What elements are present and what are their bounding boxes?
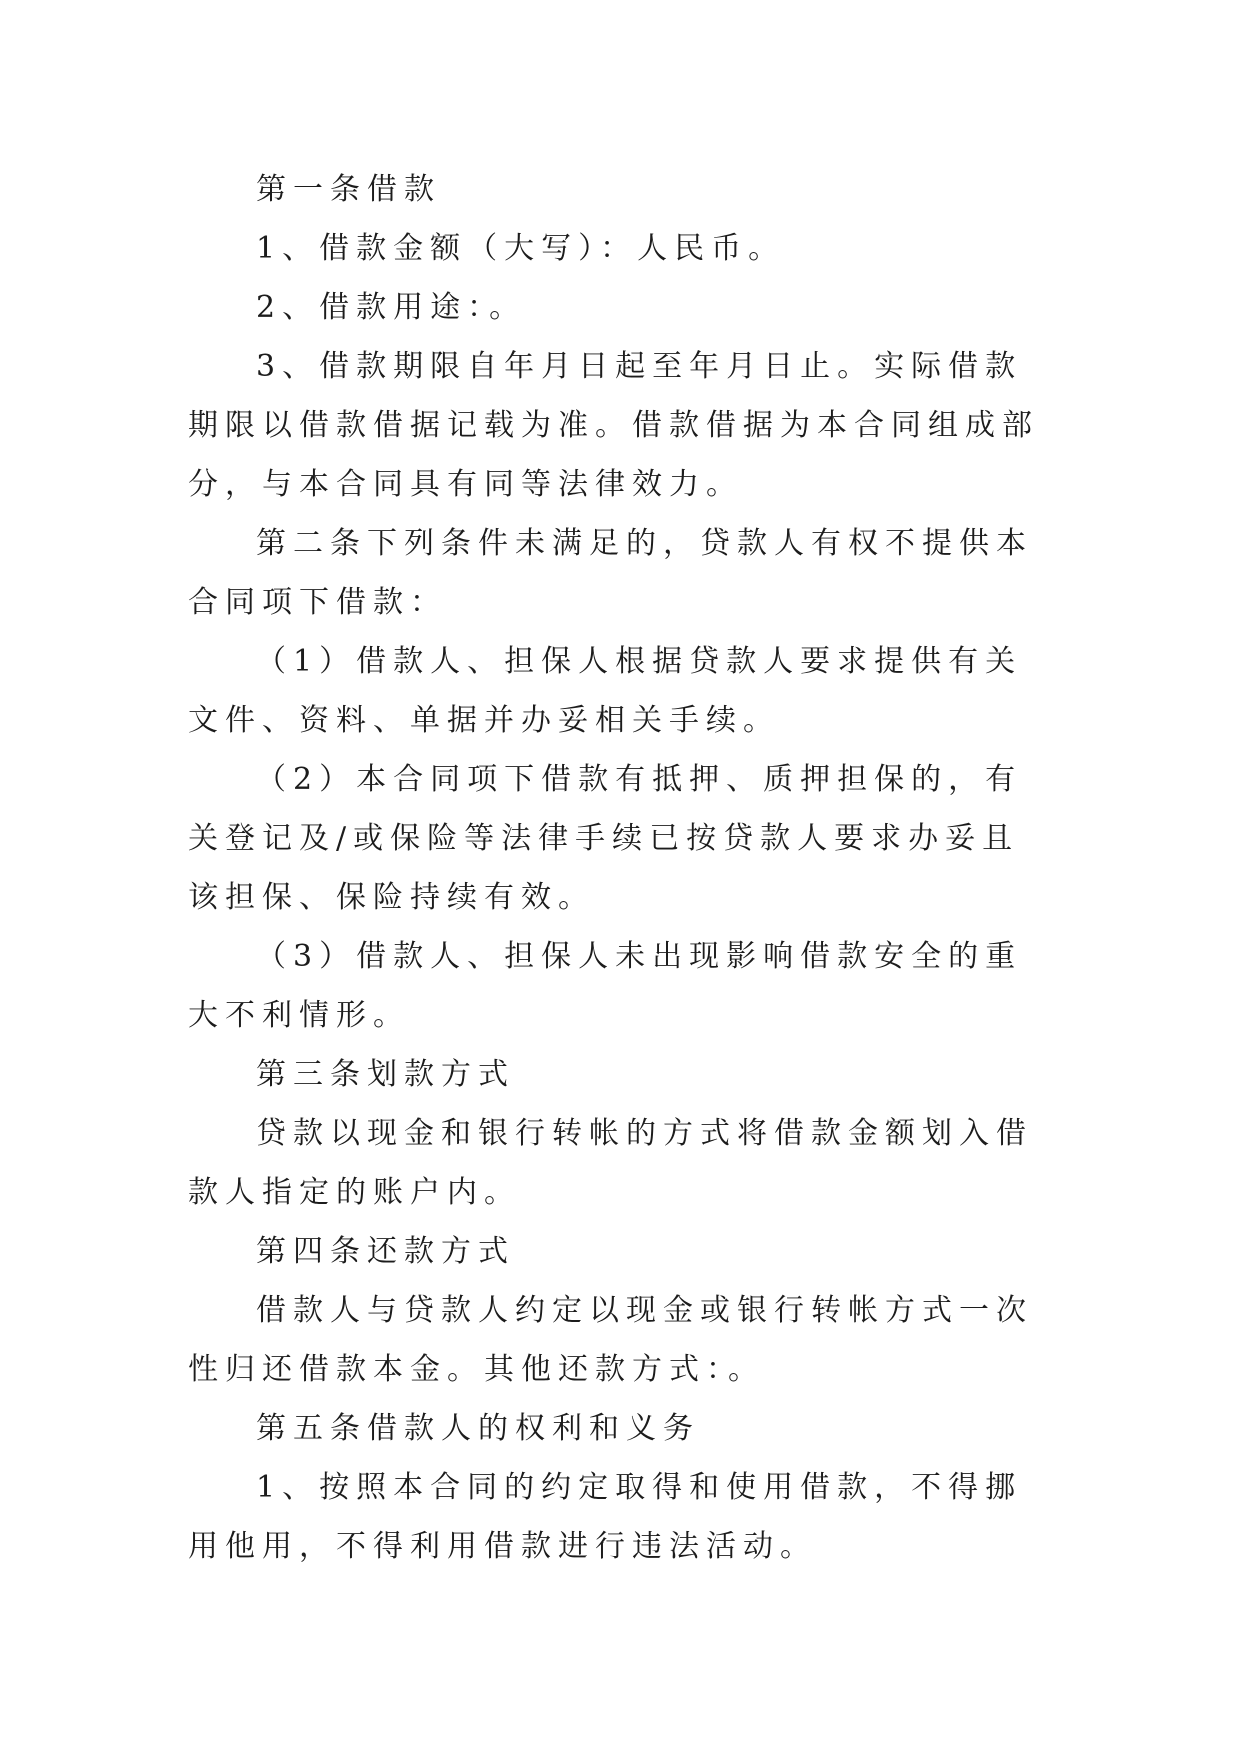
condition-3-clause: （3）借款人、担保人未出现影响借款安全的重大不利情形。: [188, 939, 1023, 1033]
condition-2-clause: （2）本合同项下借款有抵押、质押担保的，有关登记及/或保险等法律手续已按贷款人要求办妥且该担保、保险持续有效。: [188, 762, 1023, 915]
repayment-clause: 借款人与贷款人约定以现金或银行转帐方式一次性归还借款本金。其他还款方式：。: [188, 1293, 1033, 1387]
article-1-heading: 第一条借款: [256, 172, 441, 207]
article-3-heading: 第三条划款方式: [256, 1057, 515, 1092]
borrower-rights-clause-1: 1、按照本合同的约定取得和使用借款，不得挪用他用，不得利用借款进行违法活动。: [188, 1470, 1023, 1564]
article-4-heading: 第四条还款方式: [256, 1234, 515, 1269]
disbursement-clause: 贷款以现金和银行转帐的方式将借款金额划入借款人指定的账户内。: [188, 1116, 1033, 1210]
loan-purpose-clause: 2、借款用途：。: [256, 290, 527, 325]
article-2-heading: 第二条下列条件未满足的，贷款人有权不提供本合同项下借款：: [188, 526, 1033, 620]
loan-term-clause: 3、借款期限自年月日起至年月日止。实际借款期限以借款借据记载为准。借款借据为本合同组成部分，与本合同具有同等法律效力。: [188, 349, 1039, 502]
loan-amount-clause: 1、借款金额（大写）：人民币。: [256, 231, 786, 266]
document-body: [188, 160, 1048, 1576]
article-5-heading: 第五条借款人的权利和义务: [256, 1411, 700, 1446]
condition-1-clause: （1）借款人、担保人根据贷款人要求提供有关文件、资料、单据并办妥相关手续。: [188, 644, 1023, 738]
